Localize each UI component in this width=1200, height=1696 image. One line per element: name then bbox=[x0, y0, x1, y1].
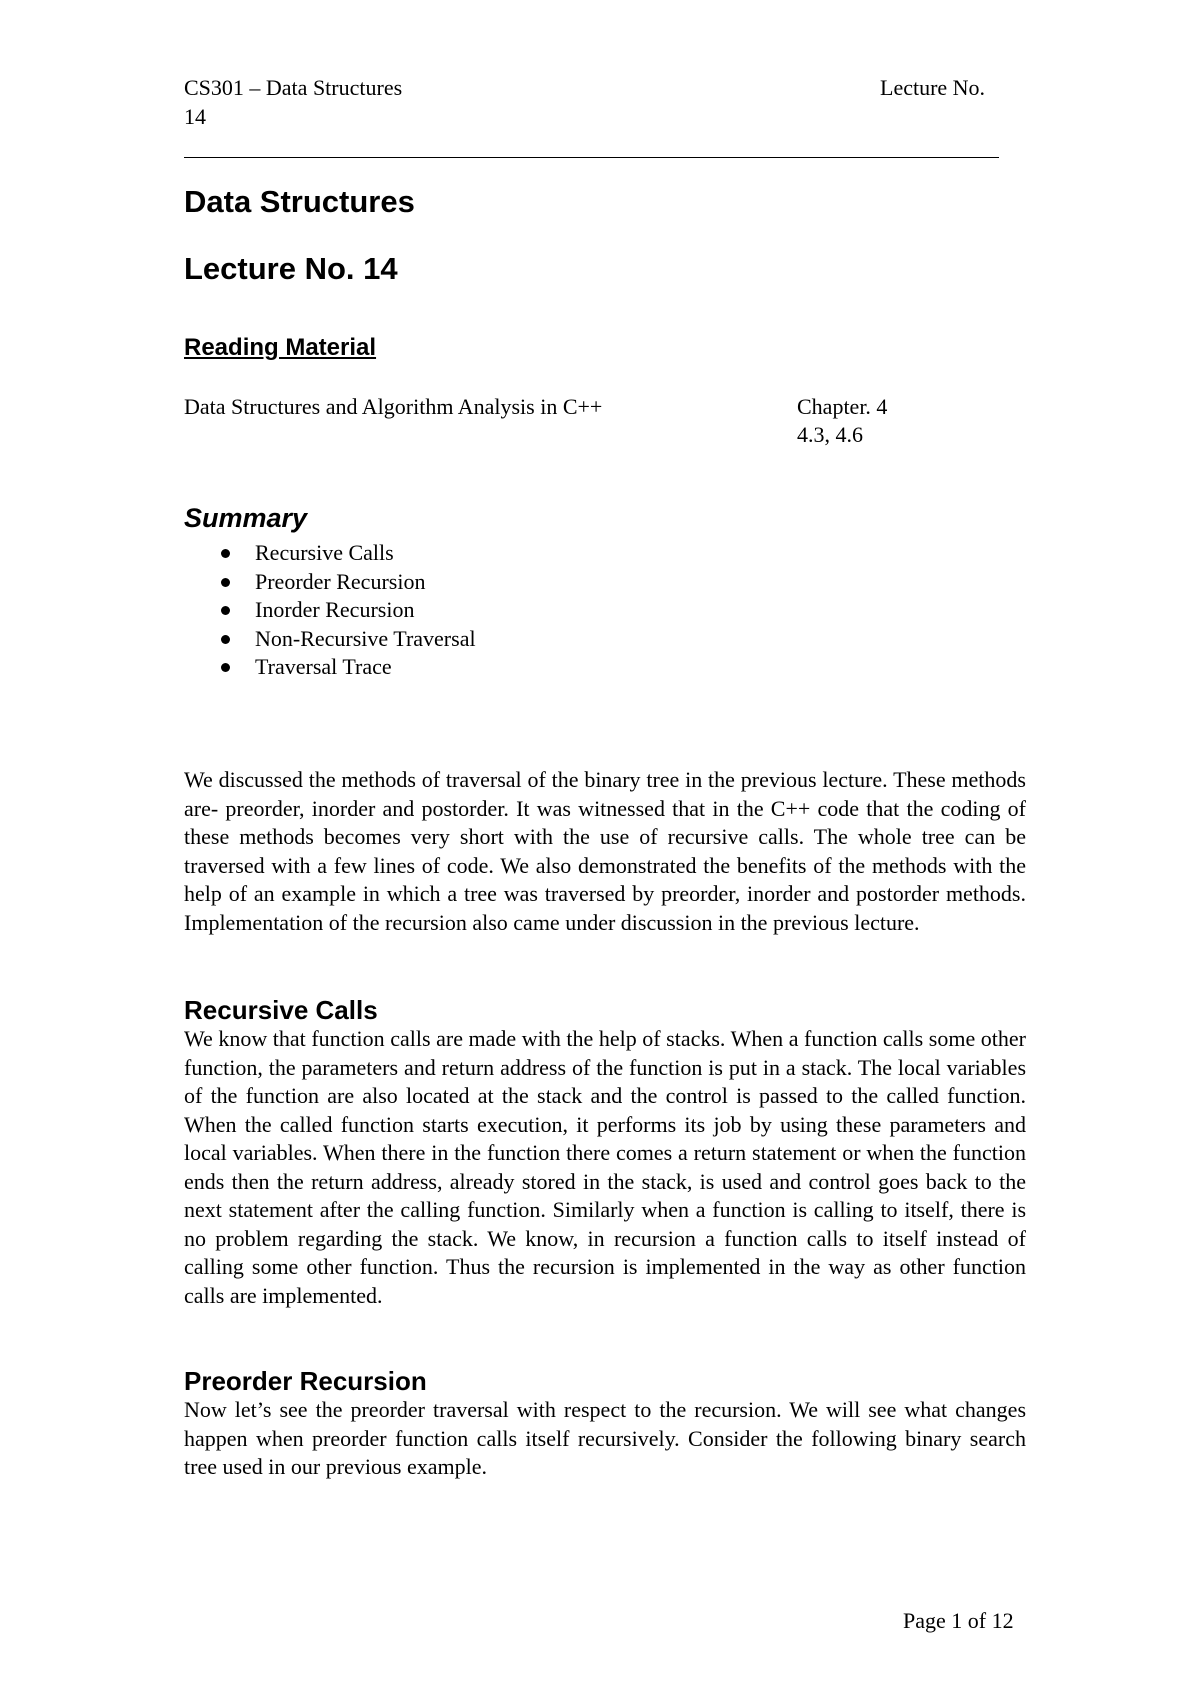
reading-chapter: Chapter. 4 bbox=[797, 394, 888, 419]
summary-item-label: Traversal Trace bbox=[255, 654, 392, 679]
bullet-icon bbox=[221, 606, 230, 615]
page-number: Page 1 of 12 bbox=[903, 1608, 1014, 1633]
summary-item-label: Recursive Calls bbox=[255, 540, 394, 565]
summary-item bbox=[184, 653, 476, 682]
recursive-calls-paragraph: We know that function calls are made with the help of stacks. When a function calls some other function, the parameters and return address of the function is put in a stack. The local variables of the function are also located at the stack and the control is passed to the called function. When the called function starts execution, it performs its job by using these parameters and local variables. When there in the function there comes a return statement or when the function ends then the return address, already stored in the stack, is used and control goes back to the next statement after the calling function. Similarly when a function is calling to itself, there is no problem regarding the stack. We know, in recursion a function calls to itself instead of calling some other function. Thus the recursion is implemented in the way as other function calls are implemented. bbox=[184, 1026, 1026, 1308]
bullet-icon bbox=[221, 635, 230, 644]
preorder-recursion-paragraph: Now let’s see the preorder traversal with respect to the recursion. We will see what changes happen when preorder function calls itself recursively. Consider the following binary search tree used in our previous example. bbox=[184, 1397, 1026, 1479]
summary-list bbox=[184, 539, 476, 682]
bullet-icon bbox=[221, 663, 230, 672]
intro-paragraph: We discussed the methods of traversal of the binary tree in the previous lecture. These methods are- preorder, inorder and postorder. It was witnessed that in the C++ code that the coding of these methods becomes very short with the use of recursive calls. The whole tree can be traversed with a few lines of code. We also demonstrated the benefits of the methods with the help of an example in which a tree was traversed by preorder, inorder and postorder methods. Implementation of the recursion also came under discussion in the previous lecture. bbox=[184, 767, 1026, 935]
reading-book-title: Data Structures and Algorithm Analysis in C++ bbox=[184, 394, 603, 419]
header-course: CS301 – Data Structures bbox=[184, 75, 403, 100]
summary-item bbox=[184, 625, 476, 654]
document-title: Data Structures bbox=[184, 184, 415, 219]
bullet-icon bbox=[221, 578, 230, 587]
summary-item bbox=[184, 596, 476, 625]
recursive-calls-heading: Recursive Calls bbox=[184, 995, 378, 1025]
summary-item-label: Inorder Recursion bbox=[255, 597, 415, 622]
summary-item bbox=[184, 568, 476, 597]
summary-item-label: Non-Recursive Traversal bbox=[255, 625, 476, 651]
preorder-recursion-heading: Preorder Recursion bbox=[184, 1366, 427, 1396]
bullet-icon bbox=[221, 549, 230, 558]
header-lecture-label: Lecture No. bbox=[880, 75, 986, 100]
reading-material-heading: Reading Material bbox=[184, 334, 377, 361]
summary-item bbox=[184, 539, 476, 568]
header-divider bbox=[184, 157, 999, 158]
summary-item-label: Preorder Recursion bbox=[255, 568, 426, 594]
header-lecture-number: 14 bbox=[184, 104, 206, 129]
summary-heading: Summary bbox=[184, 503, 308, 533]
lecture-title: Lecture No. 14 bbox=[184, 251, 398, 286]
reading-sections: 4.3, 4.6 bbox=[797, 422, 863, 447]
